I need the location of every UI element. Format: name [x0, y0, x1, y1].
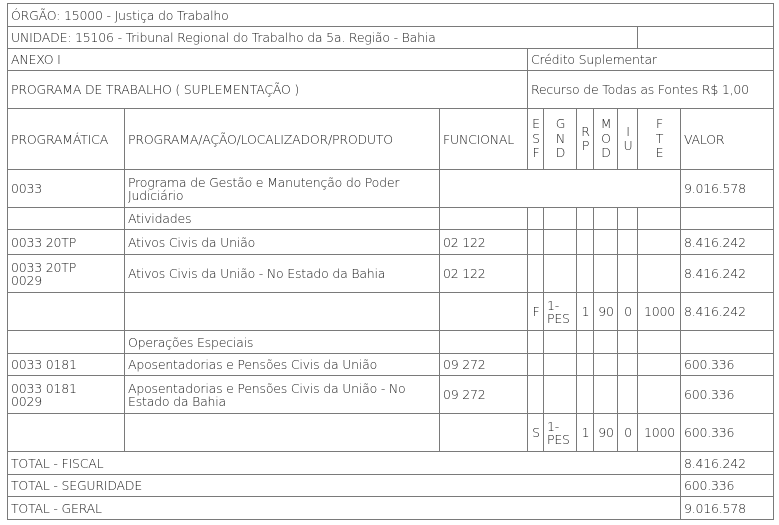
unidade-cell: UNIDADE: 15106 - Tribunal Regional do Trabalho da 5a. Região - Bahia	[8, 27, 638, 49]
col-valor: VALOR	[681, 109, 774, 170]
empty-cell	[594, 208, 618, 230]
empty-cell	[528, 376, 544, 414]
total-fiscal-value: 8.416.242	[681, 452, 774, 475]
empty-cell	[638, 230, 681, 255]
col-programatica: PROGRAMÁTICA	[8, 109, 125, 170]
total-seguridade-label: TOTAL - SEGURIDADE	[8, 475, 681, 497]
programatica-cell	[8, 376, 125, 414]
empty-cell	[440, 208, 528, 230]
col-gnd-letter: N	[555, 130, 566, 146]
col-esf-letter: S	[532, 130, 540, 146]
anexo-cell: ANEXO I	[8, 49, 528, 71]
empty-cell	[577, 331, 594, 354]
empty-cell	[594, 354, 618, 376]
empty-cell	[577, 354, 594, 376]
table-row	[8, 354, 774, 376]
descricao-cell: Ativos Civis da União	[125, 230, 440, 255]
col-rp-letter: P	[581, 138, 590, 153]
iu-cell: 0	[618, 414, 638, 452]
programatica-cell: 0033 0181	[8, 354, 125, 376]
programatica-cell: 0033 20TP	[8, 230, 125, 255]
programa-trabalho-row	[8, 71, 774, 109]
gnd-cell: 1-PES	[544, 414, 577, 452]
valor-cell: 600.336	[681, 414, 774, 452]
col-rp	[577, 109, 594, 170]
table-row	[8, 230, 774, 255]
col-fte-letter: F	[656, 116, 663, 132]
empty-cell	[638, 208, 681, 230]
table-row	[8, 293, 774, 331]
empty-cell	[618, 255, 638, 293]
descricao-cell: Ativos Civis da União - No Estado da Bahia	[125, 255, 440, 293]
total-seguridade-row	[8, 475, 774, 497]
empty-cell	[618, 376, 638, 414]
col-iu-letter: U	[623, 138, 633, 153]
valor-cell: 8.416.242	[681, 255, 774, 293]
programatica-cell	[8, 255, 125, 293]
empty-cell	[528, 255, 544, 293]
col-programa: PROGRAMA/AÇÃO/LOCALIZADOR/PRODUTO	[125, 109, 440, 170]
empty-cell	[681, 208, 774, 230]
table-row	[8, 170, 774, 208]
col-esf-letter: E	[532, 116, 540, 132]
total-seguridade-value: 600.336	[681, 475, 774, 497]
empty-cell	[125, 293, 440, 331]
empty-cell	[8, 208, 125, 230]
unidade-empty-cell	[638, 27, 774, 49]
col-mod-letter: O	[601, 130, 611, 146]
empty-cell	[528, 331, 544, 354]
empty-cell	[618, 208, 638, 230]
total-geral-row	[8, 497, 774, 520]
total-fiscal-label: TOTAL - FISCAL	[8, 452, 681, 475]
valor-cell: 8.416.242	[681, 230, 774, 255]
col-mod-letter: M	[600, 116, 612, 132]
empty-cell	[544, 331, 577, 354]
empty-cell	[528, 208, 544, 230]
col-gnd	[544, 109, 577, 170]
esf-cell: S	[528, 414, 544, 452]
mod-cell: 90	[594, 414, 618, 452]
empty-cell	[544, 376, 577, 414]
valor-cell: 9.016.578	[681, 170, 774, 208]
empty-cell	[618, 331, 638, 354]
funcional-cell: 09 272	[440, 376, 528, 414]
table-row	[8, 414, 774, 452]
funcional-cell: 09 272	[440, 354, 528, 376]
col-esf-letter: F	[532, 145, 540, 161]
empty-cell	[528, 354, 544, 376]
empty-cell	[638, 354, 681, 376]
empty-cell	[638, 255, 681, 293]
column-header-row	[8, 109, 774, 170]
programatica-cell: 0033	[8, 170, 125, 208]
col-gnd-letter: G	[555, 116, 566, 132]
empty-cell	[440, 293, 528, 331]
col-mod-letter: D	[601, 145, 611, 161]
empty-cell	[528, 230, 544, 255]
total-geral-value: 9.016.578	[681, 497, 774, 520]
recurso-cell: Recurso de Todas as Fontes R$ 1,00	[528, 71, 774, 109]
valor-cell: 8.416.242	[681, 293, 774, 331]
anexo-row	[8, 49, 774, 71]
funcional-cell: 02 122	[440, 255, 528, 293]
table-row	[8, 208, 774, 230]
empty-cell	[681, 331, 774, 354]
empty-cell	[440, 170, 681, 208]
descricao-cell: Aposentadorias e Pensões Civis da União - No Estado da Bahia	[125, 376, 440, 414]
empty-cell	[8, 414, 125, 452]
empty-cell	[618, 230, 638, 255]
col-mod	[594, 109, 618, 170]
table-row	[8, 376, 774, 414]
empty-cell	[544, 208, 577, 230]
col-esf	[528, 109, 544, 170]
empty-cell	[440, 414, 528, 452]
col-fte-letter: T	[655, 130, 664, 146]
orgao-row	[8, 4, 774, 27]
col-iu-letter: I	[626, 123, 630, 139]
iu-cell: 0	[618, 293, 638, 331]
fte-cell: 1000	[638, 414, 681, 452]
orgao-cell: ÓRGÃO: 15000 - Justiça do Trabalho	[8, 4, 774, 27]
programatica-text: 0033 20TP 0029	[11, 259, 77, 288]
empty-cell	[638, 331, 681, 354]
unidade-row	[8, 27, 774, 49]
col-gnd-letter: D	[555, 145, 566, 161]
col-iu	[618, 109, 638, 170]
empty-cell	[638, 376, 681, 414]
table-row	[8, 331, 774, 354]
empty-cell	[577, 208, 594, 230]
rp-cell: 1	[577, 414, 594, 452]
descricao-cell: Aposentadorias e Pensões Civis da União	[125, 354, 440, 376]
empty-cell	[440, 331, 528, 354]
col-fte-letter: E	[655, 145, 664, 161]
empty-cell	[577, 376, 594, 414]
empty-cell	[577, 255, 594, 293]
esf-cell: F	[528, 293, 544, 331]
empty-cell	[544, 255, 577, 293]
col-fte	[638, 109, 681, 170]
empty-cell	[125, 414, 440, 452]
empty-cell	[544, 354, 577, 376]
empty-cell	[577, 230, 594, 255]
table-row	[8, 255, 774, 293]
empty-cell	[594, 255, 618, 293]
gnd-cell: 1-PES	[544, 293, 577, 331]
budget-table	[7, 3, 774, 520]
empty-cell	[544, 230, 577, 255]
section-label: Atividades	[125, 208, 440, 230]
fte-cell: 1000	[638, 293, 681, 331]
credito-cell: Crédito Suplementar	[528, 49, 774, 71]
empty-cell	[594, 376, 618, 414]
empty-cell	[618, 354, 638, 376]
rp-cell: 1	[577, 293, 594, 331]
col-funcional: FUNCIONAL	[440, 109, 528, 170]
valor-cell: 600.336	[681, 354, 774, 376]
total-geral-label: TOTAL - GERAL	[8, 497, 681, 520]
empty-cell	[594, 230, 618, 255]
programa-trabalho-cell: PROGRAMA DE TRABALHO ( SUPLEMENTAÇÃO )	[8, 71, 528, 109]
empty-cell	[8, 293, 125, 331]
descricao-cell: Programa de Gestão e Manutenção do Poder Judiciário	[125, 170, 440, 208]
mod-cell: 90	[594, 293, 618, 331]
col-rp-letter: R	[581, 123, 590, 139]
section-label: Operações Especiais	[125, 331, 440, 354]
programatica-text: 0033 0181 0029	[11, 380, 77, 409]
empty-cell	[8, 331, 125, 354]
funcional-cell: 02 122	[440, 230, 528, 255]
empty-cell	[594, 331, 618, 354]
valor-cell: 600.336	[681, 376, 774, 414]
total-fiscal-row	[8, 452, 774, 475]
